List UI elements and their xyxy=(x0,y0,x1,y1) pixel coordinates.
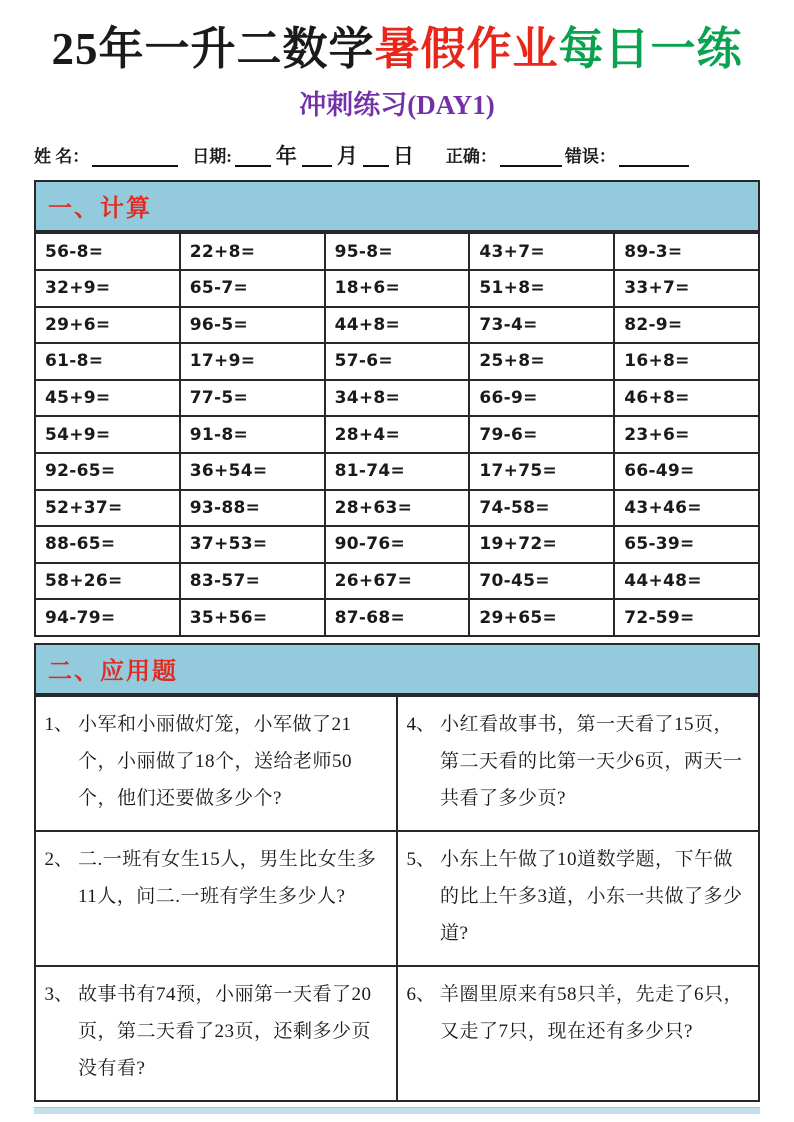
name-label: 姓 名： xyxy=(34,147,90,167)
calc-problem-cell: 29+6= xyxy=(35,307,180,344)
calc-row xyxy=(35,233,759,270)
calc-problem-cell: 44+48= xyxy=(614,563,759,600)
calc-problem-cell: 82-9= xyxy=(614,307,759,344)
calc-problem-cell: 52+37= xyxy=(35,490,180,527)
calc-problem-cell: 93-88= xyxy=(180,490,325,527)
calc-problem-cell: 95-8= xyxy=(325,233,470,270)
wrong-label: 错误： xyxy=(564,147,616,167)
page-subtitle: 冲刺练习(DAY1) xyxy=(299,90,495,121)
calc-problem-cell: 87-68= xyxy=(325,599,470,636)
calc-row xyxy=(35,490,759,527)
calc-problem-cell: 28+63= xyxy=(325,490,470,527)
calc-row xyxy=(35,416,759,453)
calc-problem-cell: 74-58= xyxy=(469,490,614,527)
date-label: 日期: xyxy=(192,147,232,167)
calc-problem-cell: 83-57= xyxy=(180,563,325,600)
calc-problem-cell: 35+56= xyxy=(180,599,325,636)
calc-problem-cell: 51+8= xyxy=(469,270,614,307)
wp-table-body xyxy=(35,696,759,1101)
problem-number: 3、 xyxy=(44,983,73,1005)
problem-text: 小红看故事书，第一天看了15页，第二天看的比第一天少6页，两天一共看了多少页? xyxy=(440,713,743,809)
calc-problem-cell: 36+54= xyxy=(180,453,325,490)
calc-problem-cell: 43+46= xyxy=(614,490,759,527)
calc-problem-cell: 66-49= xyxy=(614,453,759,490)
word-problem-row xyxy=(35,831,759,966)
calc-problem-cell: 66-9= xyxy=(469,380,614,417)
calc-problem-cell: 61-8= xyxy=(35,343,180,380)
calc-table-body xyxy=(35,233,759,636)
word-problem-cell xyxy=(35,696,397,831)
calc-problem-cell: 33+7= xyxy=(614,270,759,307)
wrong-blank xyxy=(619,150,689,168)
calc-problem-cell: 16+8= xyxy=(614,343,759,380)
name-blank xyxy=(92,150,178,168)
month-label: 月 xyxy=(336,144,358,169)
problem-number: 4、 xyxy=(406,713,435,735)
calc-problem-cell: 70-45= xyxy=(469,563,614,600)
calc-problem-cell: 18+6= xyxy=(325,270,470,307)
problem-number: 6、 xyxy=(406,983,435,1005)
calc-problem-cell: 89-3= xyxy=(614,233,759,270)
calc-table xyxy=(34,232,760,637)
problem-text: 小军和小丽做灯笼，小军做了21个，小丽做了18个，送给老师50个，他们还要做多少个? xyxy=(78,713,353,809)
month-blank xyxy=(302,150,332,168)
page-bottom-strip xyxy=(34,1107,760,1114)
word-problem-cell xyxy=(397,831,759,966)
calc-problem-cell: 44+8= xyxy=(325,307,470,344)
problem-number: 2、 xyxy=(44,848,73,870)
correct-blank xyxy=(500,150,562,168)
calc-problem-cell: 17+9= xyxy=(180,343,325,380)
section-1-header: 一、计算 xyxy=(34,180,760,232)
calc-problem-cell: 90-76= xyxy=(325,526,470,563)
word-problems-table xyxy=(34,695,760,1102)
word-problem-row xyxy=(35,696,759,831)
calc-row xyxy=(35,526,759,563)
calc-problem-cell: 45+9= xyxy=(35,380,180,417)
calc-row xyxy=(35,563,759,600)
problem-text: 故事书有74预，小丽第一天看了20页，第二天看了23页，还剩多少页没有看? xyxy=(78,983,372,1079)
calc-problem-cell: 22+8= xyxy=(180,233,325,270)
calc-row xyxy=(35,270,759,307)
word-problem xyxy=(40,976,390,1087)
year-label: 年 xyxy=(275,144,297,169)
correct-label: 正确： xyxy=(445,147,497,167)
word-problem xyxy=(40,841,390,915)
calc-problem-cell: 19+72= xyxy=(469,526,614,563)
year-blank xyxy=(235,150,271,168)
title-part-red: 暑假作业 xyxy=(374,24,559,74)
problem-number: 1、 xyxy=(44,713,73,735)
title-part-green: 每日一练 xyxy=(558,24,743,74)
calc-problem-cell: 25+8= xyxy=(469,343,614,380)
calc-problem-cell: 73-4= xyxy=(469,307,614,344)
day-label: 日 xyxy=(392,144,414,169)
calc-problem-cell: 58+26= xyxy=(35,563,180,600)
calc-problem-cell: 23+6= xyxy=(614,416,759,453)
word-problem-cell xyxy=(397,966,759,1101)
calc-problem-cell: 77-5= xyxy=(180,380,325,417)
calc-problem-cell: 79-6= xyxy=(469,416,614,453)
meta-row xyxy=(34,142,760,167)
calc-problem-cell: 57-6= xyxy=(325,343,470,380)
calc-problem-cell: 17+75= xyxy=(469,453,614,490)
calc-problem-cell: 72-59= xyxy=(614,599,759,636)
problem-text: 小东上午做了10道数学题，下午做的比上午多3道，小东一共做了多少道? xyxy=(440,848,743,944)
calc-problem-cell: 88-65= xyxy=(35,526,180,563)
calc-problem-cell: 28+4= xyxy=(325,416,470,453)
calc-problem-cell: 37+53= xyxy=(180,526,325,563)
calc-problem-cell: 34+8= xyxy=(325,380,470,417)
calc-row xyxy=(35,380,759,417)
problem-number: 5、 xyxy=(406,848,435,870)
calc-problem-cell: 92-65= xyxy=(35,453,180,490)
calc-problem-cell: 65-7= xyxy=(180,270,325,307)
calc-problem-cell: 65-39= xyxy=(614,526,759,563)
calc-row xyxy=(35,343,759,380)
calc-problem-cell: 32+9= xyxy=(35,270,180,307)
calc-problem-cell: 81-74= xyxy=(325,453,470,490)
problem-text: 羊圈里原来有58只羊，先走了6只，又走了7只，现在还有多少只? xyxy=(440,983,744,1042)
calc-problem-cell: 96-5= xyxy=(180,307,325,344)
word-problem xyxy=(402,976,752,1050)
title-part-black: 25年一升二数学 xyxy=(51,24,375,74)
word-problem xyxy=(402,841,752,952)
calc-problem-cell: 43+7= xyxy=(469,233,614,270)
section-2-header: 二、应用题 xyxy=(34,643,760,695)
word-problem-cell xyxy=(397,696,759,831)
word-problem-cell xyxy=(35,831,397,966)
page-title xyxy=(34,24,760,74)
calc-problem-cell: 26+67= xyxy=(325,563,470,600)
calc-row xyxy=(35,453,759,490)
problem-text: 二.一班有女生15人，男生比女生多11人，问二.一班有学生多少人? xyxy=(78,848,377,907)
calc-row xyxy=(35,307,759,344)
calc-problem-cell: 46+8= xyxy=(614,380,759,417)
calc-problem-cell: 29+65= xyxy=(469,599,614,636)
word-problem-cell xyxy=(35,966,397,1101)
calc-row xyxy=(35,599,759,636)
word-problem xyxy=(40,706,390,817)
calc-problem-cell: 56-8= xyxy=(35,233,180,270)
word-problem-row xyxy=(35,966,759,1101)
calc-problem-cell: 94-79= xyxy=(35,599,180,636)
day-blank xyxy=(363,150,389,168)
calc-problem-cell: 91-8= xyxy=(180,416,325,453)
calc-problem-cell: 54+9= xyxy=(35,416,180,453)
word-problem xyxy=(402,706,752,817)
